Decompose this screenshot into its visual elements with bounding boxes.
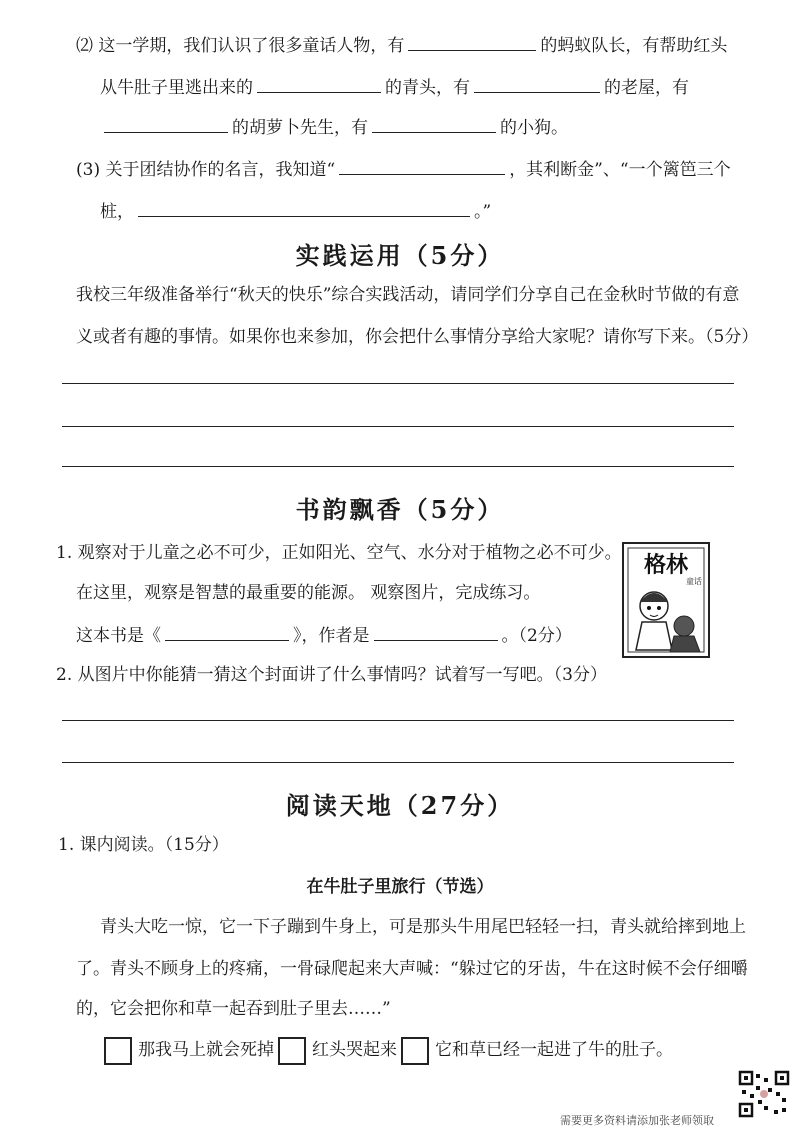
answer-blank[interactable] bbox=[474, 76, 600, 93]
q2-line-2 bbox=[100, 76, 800, 99]
text: 。（2分） bbox=[501, 626, 572, 646]
text: ⑵ 这一学期，我们认识了很多童话人物，有 bbox=[76, 36, 405, 56]
passage-title: 在牛肚子里旅行（节选） bbox=[306, 877, 494, 897]
books-line-4 bbox=[56, 664, 800, 686]
practice-line-1: 我校三年级准备举行“秋天的快乐”综合实践活动，请同学们分享自己在金秋时节做的有意 bbox=[76, 285, 740, 305]
q3-line-2 bbox=[100, 200, 800, 223]
qr-code-icon bbox=[738, 1070, 790, 1118]
writing-line[interactable] bbox=[62, 466, 734, 467]
writing-line[interactable] bbox=[62, 426, 734, 427]
footer-note: 需要更多资料请添加张老师领取 bbox=[560, 1114, 714, 1127]
passage-line-1: 青头大吃一惊，它一下子蹦到牛身上，可是那头牛用尾巴轻轻一扫，青头就给摔到地上 bbox=[100, 917, 746, 937]
practice-line-2: 义或者有趣的事情。如果你也来参加，你会把什么事情分享给大家呢？请你写下来。（5分） bbox=[76, 327, 759, 347]
text: 课内阅读。（15分） bbox=[79, 835, 229, 855]
text: 从图片中你能猜一猜这个封面讲了什么事情吗？试着写一写吧。（3分） bbox=[77, 665, 607, 685]
text: 的小狗。 bbox=[500, 118, 568, 138]
books-line-2: 在这里，观察是智慧的最重要的能源。 观察图片，完成练习。 bbox=[76, 583, 541, 603]
text: 桩， bbox=[100, 202, 134, 222]
passage-line-3: 的，它会把你和草一起吞到肚子里去……” bbox=[76, 999, 391, 1019]
text: 从牛肚子里逃出来的 bbox=[100, 78, 253, 98]
option-text: 红头哭起来 bbox=[312, 1040, 397, 1060]
passage-line-2: 了。青头不顾身上的疼痛，一骨碌爬起来大声喊：“躲过它的牙齿，牛在这时候不会仔细嚼 bbox=[76, 959, 748, 979]
answer-blank[interactable] bbox=[138, 200, 470, 217]
question-number: 2. bbox=[56, 665, 73, 685]
order-box[interactable] bbox=[104, 1037, 132, 1065]
text: 这本书是《 bbox=[76, 626, 161, 646]
answer-blank[interactable] bbox=[408, 34, 536, 51]
reading-q1 bbox=[58, 834, 800, 856]
answer-blank[interactable] bbox=[374, 624, 498, 641]
practice-heading: 实践运用（5分） bbox=[295, 241, 505, 270]
question-number: 1. bbox=[58, 835, 75, 855]
answer-blank[interactable] bbox=[339, 158, 505, 175]
reading-heading: 阅读天地（27分） bbox=[285, 791, 515, 820]
books-heading: 书韵飘香（5分） bbox=[295, 495, 505, 524]
answer-blank[interactable] bbox=[104, 116, 228, 133]
text: 观察对于儿童之必不可少，正如阳光、空气、水分对于植物之必不可少。 bbox=[77, 543, 622, 563]
writing-line[interactable] bbox=[62, 383, 734, 384]
text: ，其利断金”、“一个篱笆三个 bbox=[509, 160, 731, 180]
option-text: 那我马上就会死掉 bbox=[138, 1040, 274, 1060]
writing-line[interactable] bbox=[62, 762, 734, 763]
text: 的老屋，有 bbox=[604, 78, 689, 98]
text: 的蚂蚁队长，有帮助红头 bbox=[540, 36, 728, 56]
order-box[interactable] bbox=[278, 1037, 306, 1065]
text: 》，作者是 bbox=[293, 626, 370, 646]
answer-blank[interactable] bbox=[372, 116, 496, 133]
cover-title: 格林 bbox=[643, 552, 689, 578]
book-cover-image bbox=[620, 540, 712, 660]
question-number: 1. bbox=[56, 543, 73, 563]
text: 的青头，有 bbox=[385, 78, 470, 98]
cover-subtitle: 童话 bbox=[686, 577, 702, 586]
text: 。” bbox=[474, 202, 492, 222]
answer-blank[interactable] bbox=[257, 76, 381, 93]
q2-line-3 bbox=[100, 116, 800, 139]
q2-line-1 bbox=[76, 34, 800, 57]
order-box[interactable] bbox=[401, 1037, 429, 1065]
writing-line[interactable] bbox=[62, 720, 734, 721]
text: 的胡萝卜先生，有 bbox=[232, 118, 368, 138]
q3-line-1 bbox=[76, 158, 800, 181]
answer-blank[interactable] bbox=[165, 624, 289, 641]
option-text: 它和草已经一起进了牛的肚子。 bbox=[435, 1040, 673, 1060]
text: (3) 关于团结协作的名言，我知道“ bbox=[76, 160, 336, 180]
ordering-row bbox=[104, 1036, 800, 1065]
